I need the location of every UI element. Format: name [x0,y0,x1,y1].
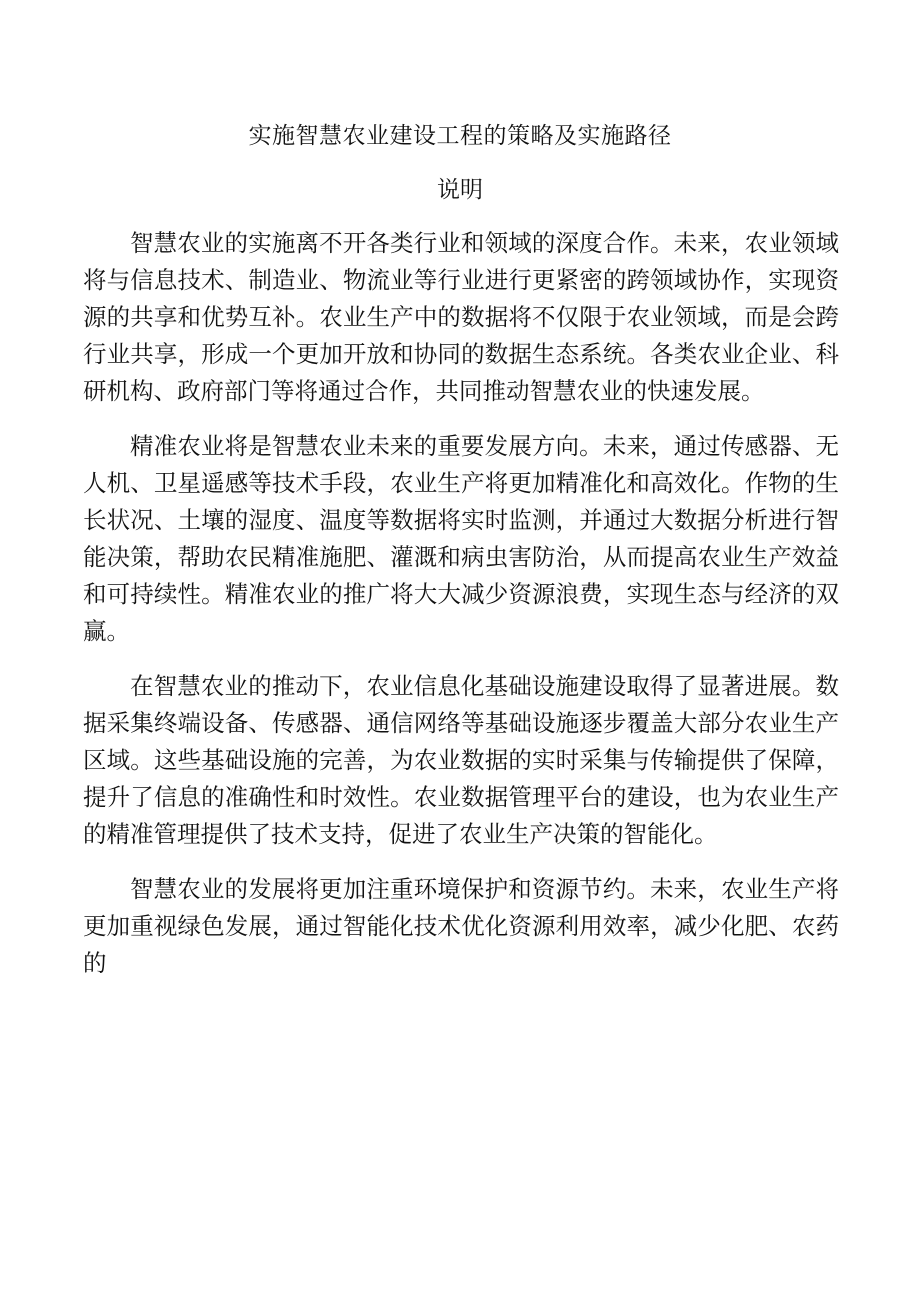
paragraph: 智慧农业的实施离不开各类行业和领域的深度合作。未来，农业领域将与信息技术、制造业、物流业等行业进行更紧密的跨领域协作，实现资源的共享和优势互补。农业生产中的数据将不仅限于农业领域，而是会跨行业共享，形成一个更加开放和协同的数据生态系统。各类农业企业、科研机构、政府部门等将通过合作，共同推动智慧农业的快速发展。 [83,229,839,405]
paragraph: 在智慧农业的推动下，农业信息化基础设施建设取得了显著进展。数据采集终端设备、传感器、通信网络等基础设施逐步覆盖大部分农业生产区域。这些基础设施的完善，为农业数据的实时采集与传输提供了保障，提升了信息的准确性和时效性。农业数据管理平台的建设，也为农业生产的精准管理提供了技术支持，促进了农业生产决策的智能化。 [83,672,839,848]
paragraph: 精准农业将是智慧农业未来的重要发展方向。未来，通过传感器、无人机、卫星遥感等技术手段，农业生产将更加精准化和高效化。作物的生长状况、土壤的湿度、温度等数据将实时监测，并通过大数据分析进行智能决策，帮助农民精准施肥、灌溉和病虫害防治，从而提高农业生产效益和可持续性。精准农业的推广将大大减少资源浪费，实现生态与经济的双赢。 [83,432,839,645]
paragraph: 智慧农业的发展将更加注重环境保护和资源节约。未来，农业生产将更加重视绿色发展，通过智能化技术优化资源利用效率，减少化肥、农药的 [83,875,839,977]
document-subtitle: 说明 [437,177,483,203]
document-title: 实施智慧农业建设工程的策略及实施路径 [248,123,672,149]
document-body [83,225,839,1000]
